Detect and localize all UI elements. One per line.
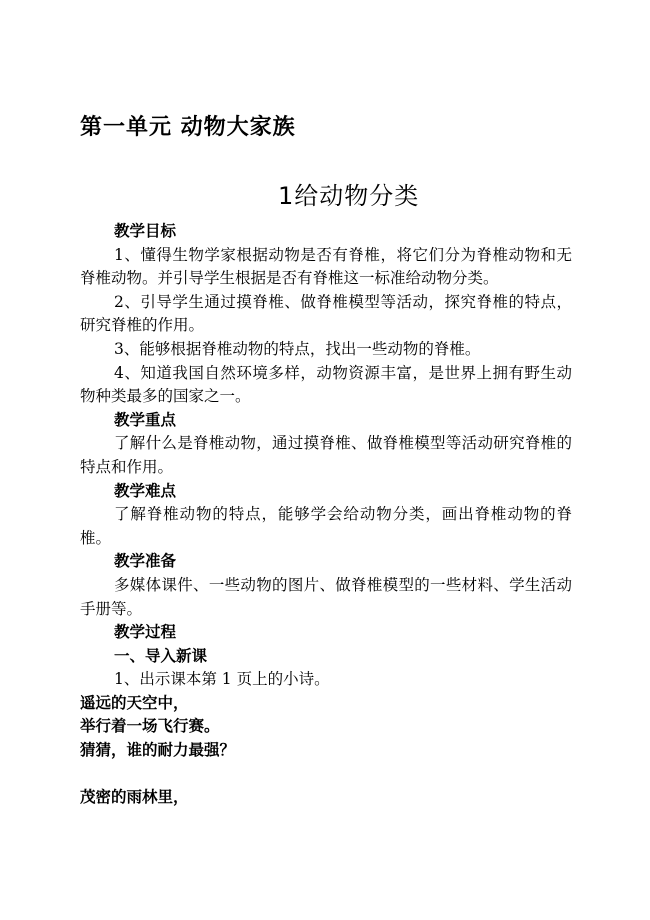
- objectives-heading: 教学目标: [114, 222, 177, 240]
- step-text: 1、出示课本第 1 页上的小诗。: [114, 670, 330, 689]
- objective-item: 3、能够根据脊椎动物的特点，找出一些动物的脊椎。: [114, 339, 481, 358]
- objective-item: 1、懂得生物学家根据动物是否有脊椎，将它们分为脊椎动物和无脊椎动物。并引导学生根据是否有脊椎这一标准给动物分类。: [80, 245, 572, 288]
- key-points-heading: 教学重点: [114, 410, 177, 429]
- process-heading: 教学过程: [114, 623, 177, 642]
- poem-line: 举行着一场飞行赛。: [80, 717, 220, 736]
- objective-item: 2、引导学生通过摸脊椎、做脊椎模型等活动，探究脊椎的特点，研究脊椎的作用。: [80, 292, 572, 335]
- lesson-title: 1给动物分类: [278, 182, 420, 210]
- poem-line: 茂密的雨林里，: [80, 788, 189, 807]
- poem-line: 遥远的天空中，: [80, 693, 189, 712]
- unit-title: 第一单元 动物大家族: [80, 115, 296, 140]
- preparation-heading: 教学准备: [114, 552, 177, 571]
- difficulties-text: 了解脊椎动物的特点，能够学会给动物分类，画出脊椎动物的脊椎。: [80, 505, 572, 547]
- difficulties-heading: 教学难点: [114, 481, 177, 500]
- preparation-text: 多媒体课件、一些动物的图片、做脊椎模型的一些材料、学生活动手册等。: [80, 575, 572, 618]
- objective-item: 4、知道我国自然环境多样，动物资源丰富，是世界上拥有野生动物种类最多的国家之一。: [80, 363, 572, 406]
- document-body: [80, 220, 572, 810]
- blank-line: [80, 763, 572, 787]
- poem-line: 猜猜，谁的耐力最强？: [80, 741, 236, 760]
- key-points-text: 了解什么是脊椎动物，通过摸脊椎、做脊椎模型等活动研究脊椎的特点和作用。: [80, 434, 572, 476]
- section-heading: 一、导入新课: [114, 646, 208, 665]
